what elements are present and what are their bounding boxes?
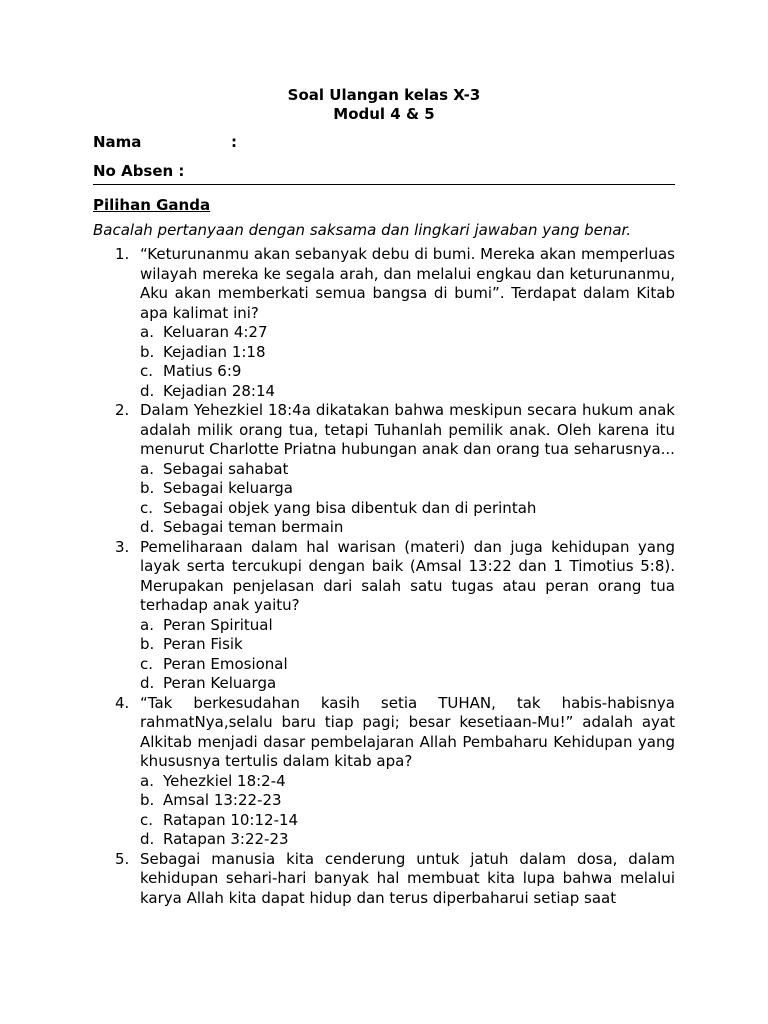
option-letter: a. <box>140 459 154 478</box>
answer-option <box>140 518 675 538</box>
option-text: Ratapan 10:12-14 <box>163 810 299 829</box>
answer-option <box>140 499 675 519</box>
question-number: 4. <box>115 693 130 712</box>
answer-option <box>140 655 675 675</box>
nama-label: Nama <box>93 133 142 151</box>
option-letter: c. <box>140 810 154 829</box>
answer-option <box>140 674 675 694</box>
answer-option <box>140 323 675 343</box>
question-text: Pemeliharaan dalam hal warisan (materi) dan juga kehidupan yang layak serta tercukupi dengan baik (Amsal 13:22 dan 1 Timotius 5:8). Merupakan penjelasan dari salah satu tugas atau peran orang tua terhadap anak yaitu? <box>140 537 675 614</box>
question-number: 5. <box>115 849 130 868</box>
option-letter: b. <box>140 479 155 497</box>
option-letter: a. <box>140 323 154 341</box>
question-number: 3. <box>115 537 130 556</box>
header-divider <box>93 184 675 185</box>
option-text: Keluaran 4:27 <box>163 323 268 341</box>
option-text: Sebagai objek yang bisa dibentuk dan di perintah <box>163 498 537 517</box>
answer-option <box>140 811 675 831</box>
answer-options <box>140 323 675 401</box>
instruction-text: Bacalah pertanyaan dengan saksama dan lingkari jawaban yang benar. <box>93 221 632 239</box>
answer-option <box>140 616 675 636</box>
option-text: Peran Spiritual <box>163 615 273 634</box>
option-text: Peran Fisik <box>163 635 243 653</box>
question-item <box>93 538 675 694</box>
answer-option <box>140 382 675 402</box>
option-letter: b. <box>140 635 155 653</box>
question-text: Sebagai manusia kita cenderung untuk jatuh dalam dosa, dalam kehidupan sehari-hari banyak hal membuat kita lupa bahwa melalui karya Allah kita dapat hidup dan terus diperbaharui setiap saat <box>140 849 675 907</box>
document-title: Soal Ulangan kelas X-3 <box>287 86 481 104</box>
question-text: “Tak berkesudahan kasih setia TUHAN, tak habis-habisnya rahmatNya,selalu baru tiap pagi; besar kesetiaan-Mu!” adalah ayat Alkitab menjadi dasar pembelajaran Allah Pembaharu Kehidupan yang khususnya tertulis dalam kitab apa? <box>140 693 675 770</box>
option-letter: c. <box>140 654 154 673</box>
option-letter: b. <box>140 342 155 361</box>
answer-option <box>140 479 675 499</box>
option-letter: d. <box>140 518 155 536</box>
option-letter: c. <box>140 362 154 380</box>
answer-options <box>140 616 675 694</box>
option-letter: b. <box>140 791 155 809</box>
option-text: Kejadian 1:18 <box>163 342 266 361</box>
option-letter: a. <box>140 771 154 790</box>
option-text: Peran Keluarga <box>163 674 277 692</box>
answer-option <box>140 791 675 811</box>
answer-option <box>140 343 675 363</box>
option-letter: a. <box>140 615 154 634</box>
question-item <box>93 850 675 909</box>
option-letter: c. <box>140 498 154 517</box>
answer-options <box>140 772 675 850</box>
answer-option <box>140 772 675 792</box>
document-content <box>93 86 675 908</box>
option-text: Amsal 13:22-23 <box>163 791 282 809</box>
question-item <box>93 245 675 401</box>
answer-option <box>140 362 675 382</box>
question-list <box>93 245 675 908</box>
question-number: 1. <box>115 245 130 263</box>
option-text: Sebagai sahabat <box>163 459 289 478</box>
option-text: Sebagai teman bermain <box>163 518 344 536</box>
option-text: Yehezkiel 18:2-4 <box>163 771 286 790</box>
question-text: Dalam Yehezkiel 18:4a dikatakan bahwa meskipun secara hukum anak adalah milik orang tua, tetapi Tuhanlah pemilik anak. Oleh karena itu menurut Charlotte Priatna hubungan anak dan orang tua seharusnya... <box>140 401 675 458</box>
question-item <box>93 694 675 850</box>
option-text: Peran Emosional <box>163 654 288 673</box>
option-text: Kejadian 28:14 <box>163 381 276 400</box>
document-subtitle: Modul 4 & 5 <box>333 105 435 123</box>
option-letter: d. <box>140 830 155 848</box>
option-text: Matius 6:9 <box>163 362 242 380</box>
option-text: Sebagai keluarga <box>163 479 293 497</box>
question-number: 2. <box>115 401 130 419</box>
nama-colon: : <box>231 133 237 151</box>
no-absen-field <box>93 162 675 181</box>
answer-option <box>140 460 675 480</box>
answer-option <box>140 830 675 850</box>
option-letter: d. <box>140 381 155 400</box>
question-item <box>93 401 675 538</box>
option-letter: d. <box>140 674 155 692</box>
no-absen-label: No Absen : <box>93 162 185 180</box>
section-title: Pilihan Ganda <box>93 196 211 214</box>
nama-field <box>93 133 675 152</box>
answer-options <box>140 460 675 538</box>
option-text: Ratapan 3:22-23 <box>163 830 289 848</box>
question-text: “Keturunanmu akan sebanyak debu di bumi. Mereka akan memperluas wilayah mereka ke segala arah, dan melalui engkau dan keturunanmu, Aku akan memberkati semua bangsa di bumi”. Terdapat dalam Kitab apa kalimat ini? <box>140 245 675 322</box>
answer-option <box>140 635 675 655</box>
